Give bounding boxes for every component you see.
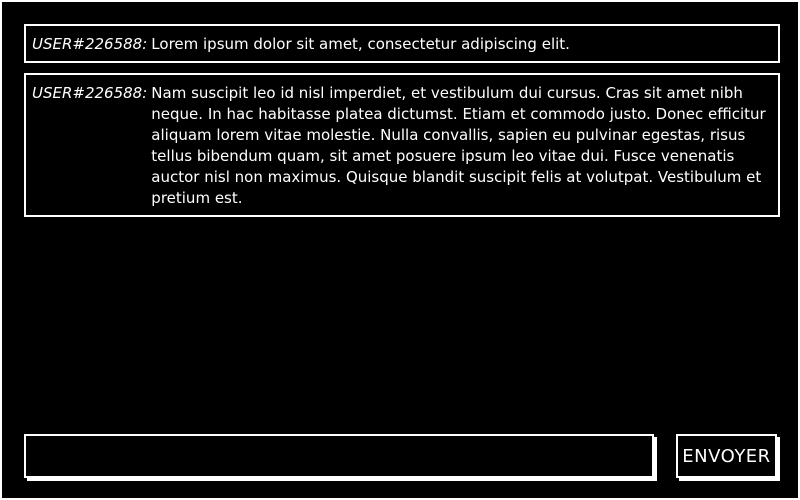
message-text: Nam suscipit leo id nisl imperdiet, et vestibulum dui cursus. Cras sit amet nibh neque. In hac habitasse platea dictumst. Etiam et commodo justo. Donec efficitur aliquam lorem vitae molestie. Nulla convallis, sapien eu pulvinar egestas, risus tellus bibendum quam, sit amet posuere ipsum leo vitae dui. Fusce venenatis auctor nisl non maximus. Quisque blandit suscipit felis at volutpat. Vestibulum et pretium est. <box>151 84 766 207</box>
message-list <box>24 24 780 227</box>
message-input-box <box>24 434 654 478</box>
message-composer <box>24 434 780 482</box>
message-username: USER#226588: <box>32 35 148 53</box>
message-item <box>24 24 780 63</box>
message-username: USER#226588: <box>32 84 148 102</box>
message-item <box>24 73 780 217</box>
message-input[interactable] <box>26 436 652 476</box>
message-text: Lorem ipsum dolor sit amet, consectetur adipiscing elit. <box>151 35 570 53</box>
send-button[interactable]: ENVOYER <box>676 434 777 478</box>
